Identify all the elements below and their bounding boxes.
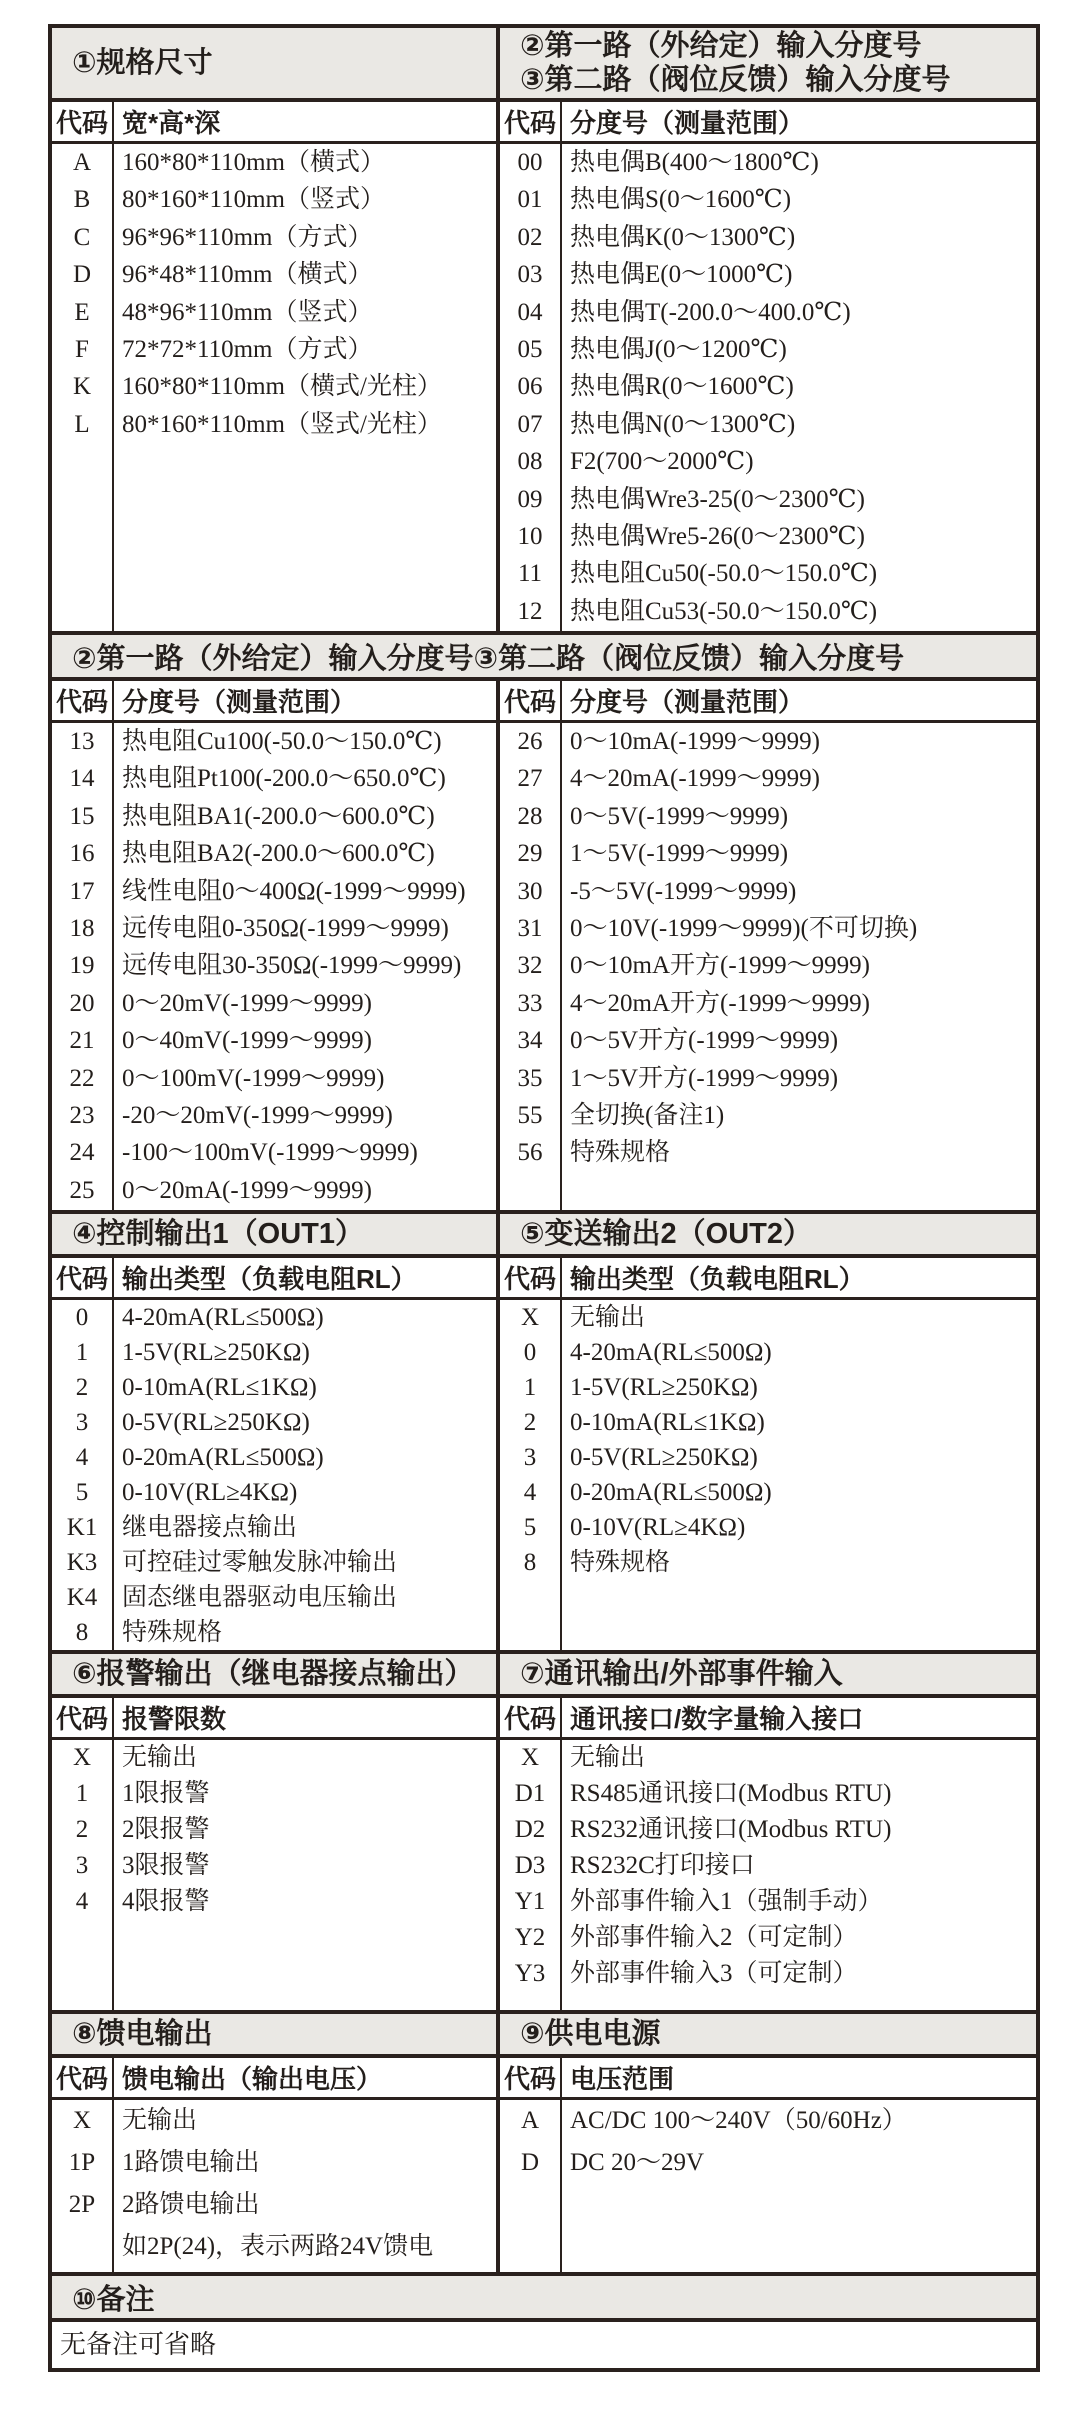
row-desc: 3限报警 [122,1852,210,1879]
section-band-row [52,1654,1036,1698]
code-column [52,1740,114,2010]
row-code: 13 [69,728,95,755]
row-desc: 4-20mA(RL≤500Ω) [122,1304,324,1331]
row-desc: -100～100mV(-1999～9999) [122,1139,418,1167]
row-code: 28 [517,802,543,830]
code-column [52,144,114,631]
desc-column [114,1300,496,1650]
comm-code-list [500,1740,1036,2010]
row-code: 3 [523,1444,537,1471]
row-code: B [73,186,91,214]
out1-code-list [52,1300,500,1650]
feed-output-code-list [52,2100,500,2272]
spec-table [48,24,1040,2372]
row-desc: -20～20mV(-1999～9999) [122,1101,393,1129]
row-desc: 无输出 [122,1744,198,1771]
code-column [52,2100,114,2272]
row-code: 1 [75,1780,89,1807]
row-desc: 1-5V(RL≥250KΩ) [122,1339,310,1366]
row-code: 0 [523,1339,537,1366]
row-code: D3 [514,1852,546,1879]
section-band-row [52,28,1036,102]
row-code: L [74,410,90,438]
desc-column [562,1300,1036,1650]
row-desc: 0～20mV(-1999～9999) [122,989,372,1017]
row-desc: 外部事件输入1（强制手动） [570,1888,883,1915]
input-range-code-list-b [52,723,500,1210]
input-range-code-list-c [500,723,1036,1210]
row-desc: RS232通讯接口(Modbus RTU) [570,1816,892,1843]
row-code: 35 [517,1064,543,1092]
section-band-row [52,2014,1036,2058]
row-desc: 0～10V(-1999～9999)(不可切换) [570,914,918,942]
row-desc: 特殊规格 [570,1549,671,1576]
row-code: 03 [517,261,543,289]
row-code: 33 [517,989,543,1017]
row-code: K3 [66,1549,98,1576]
row-code: 05 [517,335,543,363]
section-feed-power [52,2010,1036,2272]
row-code: 30 [517,877,543,905]
section-body [52,1300,1036,1650]
code-column [500,2100,562,2272]
power-supply-code-list [500,2100,1036,2272]
row-code: 06 [517,373,543,401]
row-desc: 0-10mA(RL≤1KΩ) [570,1409,765,1436]
row-code: 26 [517,728,543,755]
band-power-supply-label: ⑨供电电源 [520,2018,661,2050]
row-code: K [72,373,92,401]
section-remarks [52,2272,1036,2368]
row-code: 15 [69,802,95,830]
row-code: 19 [69,952,95,980]
desc-column [562,723,1036,1210]
row-code: 5 [75,1479,89,1506]
row-desc: 热电偶B(400～1800℃) [570,149,819,176]
row-desc: 1限报警 [122,1780,210,1807]
row-code: 3 [75,1852,89,1879]
row-desc: 远传电阻30-350Ω(-1999～9999) [122,952,462,980]
alarm-code-list [52,1740,500,2010]
row-desc: 0～40mV(-1999～9999) [122,1027,372,1055]
row-desc: 无输出 [570,1744,646,1771]
row-desc: 无输出 [122,2107,198,2134]
column-header-row [52,102,1036,144]
band-alarm [52,1654,500,1694]
row-code: 02 [517,223,543,251]
row-code: K4 [66,1584,98,1611]
column-header-row [52,2058,1036,2100]
row-desc: 0～20mA(-1999～9999) [122,1176,372,1204]
row-code: 10 [517,522,543,550]
remarks-note: 无备注可省略 [60,2330,217,2359]
row-desc: F2(700～2000℃) [570,448,754,476]
row-code: F [75,335,89,363]
row-desc: 热电阻Cu53(-50.0～150.0℃) [570,597,878,625]
desc-column [114,2100,496,2272]
row-code: 24 [69,1139,95,1167]
row-desc: 2路馈电输出 [122,2191,260,2218]
row-desc: 80*160*110mm（竖式） [122,186,385,214]
row-desc: 外部事件输入2（可定制） [570,1924,858,1951]
band-power-supply [500,2014,1036,2054]
row-desc: 0～5V开方(-1999～9999) [570,1027,839,1055]
row-code: E [74,298,90,326]
row-code: 1P [68,2149,96,2176]
row-code: 27 [517,765,543,793]
row-code: 09 [517,485,543,513]
band-remarks-label: ⑩备注 [72,2283,155,2316]
band-out1-label: ④控制输出1（OUT1） [72,1218,365,1250]
row-code: D [72,261,92,289]
row-code: 04 [517,298,543,326]
code-column-header: 代码 [500,1258,562,1297]
row-desc: 1路馈电输出 [122,2149,260,2176]
row-desc: 0～5V(-1999～9999) [570,802,789,830]
band-feed-output [52,2014,500,2054]
section-band-row [52,1214,1036,1258]
row-desc: DC 20～29V [570,2149,705,2176]
row-desc: AC/DC 100～240V（50/60Hz） [570,2107,907,2134]
row-code: 56 [517,1139,543,1167]
row-code: K1 [66,1514,98,1541]
row-code: Y1 [514,1888,546,1915]
row-desc: 72*72*110mm（方式） [122,335,373,363]
row-desc: 热电阻Pt100(-200.0～650.0℃) [122,765,446,793]
row-code: 31 [517,914,543,942]
code-column [52,723,114,1210]
section-body [52,2100,1036,2272]
desc-column-header: 电压范围 [570,2064,675,2094]
row-desc: 0-5V(RL≥250KΩ) [570,1444,758,1471]
row-desc: 1-5V(RL≥250KΩ) [570,1374,758,1401]
band-input-range-line2: ③第二路（阀位反馈）输入分度号 [520,64,951,96]
input-range-code-list-a [500,144,1036,631]
code-column-header: 代码 [500,2058,562,2097]
row-code [52,2226,112,2268]
row-code: Y3 [514,1960,546,1987]
row-desc: 热电偶R(0～1600℃) [570,373,794,401]
section-size-and-input-range [52,28,1036,631]
desc-column-header: 分度号（测量范围） [570,687,805,717]
row-desc: 0-20mA(RL≤500Ω) [122,1444,324,1471]
band-alarm-label: ⑥报警输出（继电器接点输出） [72,1658,474,1690]
row-code: 29 [517,840,543,868]
section-body [52,1740,1036,2010]
row-code: 2 [75,1816,89,1843]
band-comm-label: ⑦通讯输出/外部事件输入 [520,1658,843,1690]
row-desc: 96*48*110mm（横式） [122,261,373,289]
row-code: A [72,149,92,176]
row-desc: 远传电阻0-350Ω(-1999～9999) [122,914,449,942]
row-code: 1 [523,1374,537,1401]
row-desc: 4-20mA(RL≤500Ω) [570,1339,772,1366]
row-desc: 48*96*110mm（竖式） [122,298,373,326]
row-code: 11 [517,560,543,588]
row-code: 4 [75,1888,89,1915]
row-desc: 无输出 [570,1304,646,1331]
row-code: X [72,2107,92,2134]
band-remarks [52,2276,1036,2322]
row-desc: 热电偶E(0～1000℃) [570,261,793,289]
code-column-header: 代码 [52,1258,114,1297]
column-header-row [52,681,1036,723]
row-code: 16 [69,840,95,868]
band-out2-label: ⑤变送输出2（OUT2） [520,1218,813,1250]
desc-column-header: 报警限数 [122,1704,227,1734]
size-code-list [52,144,500,631]
row-desc: 继电器接点输出 [122,1514,298,1541]
row-desc: RS232C打印接口 [570,1852,755,1879]
desc-column-header: 输出类型（负载电阻RL） [122,1264,417,1294]
row-desc: 热电偶N(0～1300℃) [570,410,796,438]
section-out1-out2 [52,1210,1036,1650]
code-column-header: 代码 [52,681,114,720]
row-code: X [72,1744,92,1771]
row-code: 8 [75,1619,89,1646]
row-code: X [520,1744,540,1771]
section-input-range-continued [52,631,1036,1210]
row-code: D2 [514,1816,546,1843]
row-code: 1 [75,1339,89,1366]
row-code: Y2 [514,1924,546,1951]
section-body [52,144,1036,631]
row-desc: 热电偶J(0～1200℃) [570,335,787,363]
code-column-header: 代码 [52,2058,114,2097]
band-comm [500,1654,1036,1694]
row-code: 0 [75,1304,89,1331]
row-desc: 160*80*110mm（横式/光柱） [122,373,442,401]
desc-column [562,2100,1036,2272]
row-desc: 0-10V(RL≥4KΩ) [570,1514,746,1541]
desc-column-header: 宽*高*深 [122,108,221,138]
row-desc: 160*80*110mm（横式） [122,149,385,176]
band-input-range [500,28,1036,98]
row-desc: 全切换(备注1) [570,1101,725,1129]
desc-column [562,144,1036,631]
row-desc: 热电偶Wre3-25(0～2300℃) [570,485,865,513]
column-header-row [52,1258,1036,1300]
row-code: 2 [523,1409,537,1436]
desc-column [562,1740,1036,2010]
row-code: 01 [517,186,543,214]
band-input-range-full [52,635,1036,681]
band-out1 [52,1214,500,1254]
row-desc: 线性电阻0～400Ω(-1999～9999) [122,877,466,905]
row-code: 25 [69,1176,95,1204]
row-code: 22 [69,1064,95,1092]
section-alarm-comm [52,1650,1036,2010]
row-code: D [520,2149,540,2176]
row-code: 34 [517,1027,543,1055]
section-body [52,723,1036,1210]
row-desc: 2限报警 [122,1816,210,1843]
row-code: A [520,2107,540,2134]
row-code: X [520,1304,540,1331]
row-code: 4 [75,1444,89,1471]
desc-column-header: 分度号（测量范围） [570,108,805,138]
row-desc: 外部事件输入3（可定制） [570,1960,858,1987]
code-column-header: 代码 [500,681,562,720]
band-feed-output-label: ⑧馈电输出 [72,2018,213,2050]
row-code: 12 [517,597,543,625]
row-desc: 特殊规格 [570,1139,671,1167]
row-code: 5 [523,1514,537,1541]
column-header-row [52,1698,1036,1740]
desc-column-header: 馈电输出（输出电压） [122,2064,383,2094]
code-column-header: 代码 [500,1698,562,1737]
row-desc: 4～20mA(-1999～9999) [570,765,820,793]
band-out2 [500,1214,1036,1254]
desc-column [114,723,496,1210]
band-size-label: ①规格尺寸 [72,47,213,79]
row-desc: 热电偶T(-200.0～400.0℃) [570,298,851,326]
row-desc: 热电偶K(0～1300℃) [570,223,796,251]
row-desc: 4～20mA开方(-1999～9999) [570,989,870,1017]
code-column-header: 代码 [52,102,114,141]
row-desc: 热电阻BA2(-200.0～600.0℃) [122,840,435,868]
row-desc: 0～10mA开方(-1999～9999) [570,952,870,980]
band-input-range-full-label: ②第一路（外给定）输入分度号③第二路（阀位反馈）输入分度号 [72,642,905,675]
row-code: 23 [69,1101,95,1129]
code-column [500,1740,562,2010]
row-code: 21 [69,1027,95,1055]
code-column [52,1300,114,1650]
row-code: 07 [517,410,543,438]
row-code: 55 [517,1101,543,1129]
row-code: 18 [69,914,95,942]
row-desc: 0-10V(RL≥4KΩ) [122,1479,298,1506]
row-desc: 热电偶Wre5-26(0～2300℃) [570,522,865,550]
out2-code-list [500,1300,1036,1650]
row-desc: 0-20mA(RL≤500Ω) [570,1479,772,1506]
row-desc: 1～5V开方(-1999～9999) [570,1064,839,1092]
row-code: C [73,223,91,251]
desc-column-header: 通讯接口/数字量输入接口 [570,1704,864,1734]
desc-column-header: 分度号（测量范围） [122,687,357,717]
row-desc: 80*160*110mm（竖式/光柱） [122,410,442,438]
band-size [52,28,500,98]
row-code: 17 [69,877,95,905]
code-column-header: 代码 [52,1698,114,1737]
row-code: 8 [523,1549,537,1576]
row-desc: 热电阻Cu50(-50.0～150.0℃) [570,560,878,588]
row-desc: 0～10mA(-1999～9999) [570,728,820,755]
row-code: 4 [523,1479,537,1506]
row-desc: 如2P(24)，表示两路24V馈电 [122,2233,434,2260]
code-column [500,1300,562,1650]
row-desc: 热电阻Cu100(-50.0～150.0℃) [122,728,442,755]
row-desc: 可控硅过零触发脉冲输出 [122,1549,398,1576]
row-code: 32 [517,952,543,980]
code-column [500,723,562,1210]
row-desc: 热电偶S(0～1600℃) [570,186,792,214]
row-code: 00 [517,149,543,176]
row-desc: 4限报警 [122,1888,210,1915]
row-desc: 热电阻BA1(-200.0～600.0℃) [122,802,435,830]
row-desc: 0-10mA(RL≤1KΩ) [122,1374,317,1401]
row-code: 2P [68,2191,96,2218]
row-code: 14 [69,765,95,793]
row-code: D1 [514,1780,546,1807]
row-desc: 96*96*110mm（方式） [122,223,373,251]
band-input-range-line1: ②第一路（外给定）输入分度号 [520,30,922,62]
row-desc: 0～100mV(-1999～9999) [122,1064,385,1092]
row-desc: 固态继电器驱动电压输出 [122,1584,398,1611]
desc-column [114,144,496,631]
code-column-header: 代码 [500,102,562,141]
desc-column [114,1740,496,2010]
row-desc: -5～5V(-1999～9999) [570,877,797,905]
desc-column-header: 输出类型（负载电阻RL） [570,1264,865,1294]
row-desc: RS485通讯接口(Modbus RTU) [570,1780,892,1807]
row-code: 08 [517,448,543,476]
row-code: 3 [75,1409,89,1436]
row-desc: 0-5V(RL≥250KΩ) [122,1409,310,1436]
row-code: 2 [75,1374,89,1401]
row-code: 20 [69,989,95,1017]
code-column [500,144,562,631]
row-desc: 特殊规格 [122,1619,223,1646]
row-desc: 1～5V(-1999～9999) [570,840,789,868]
